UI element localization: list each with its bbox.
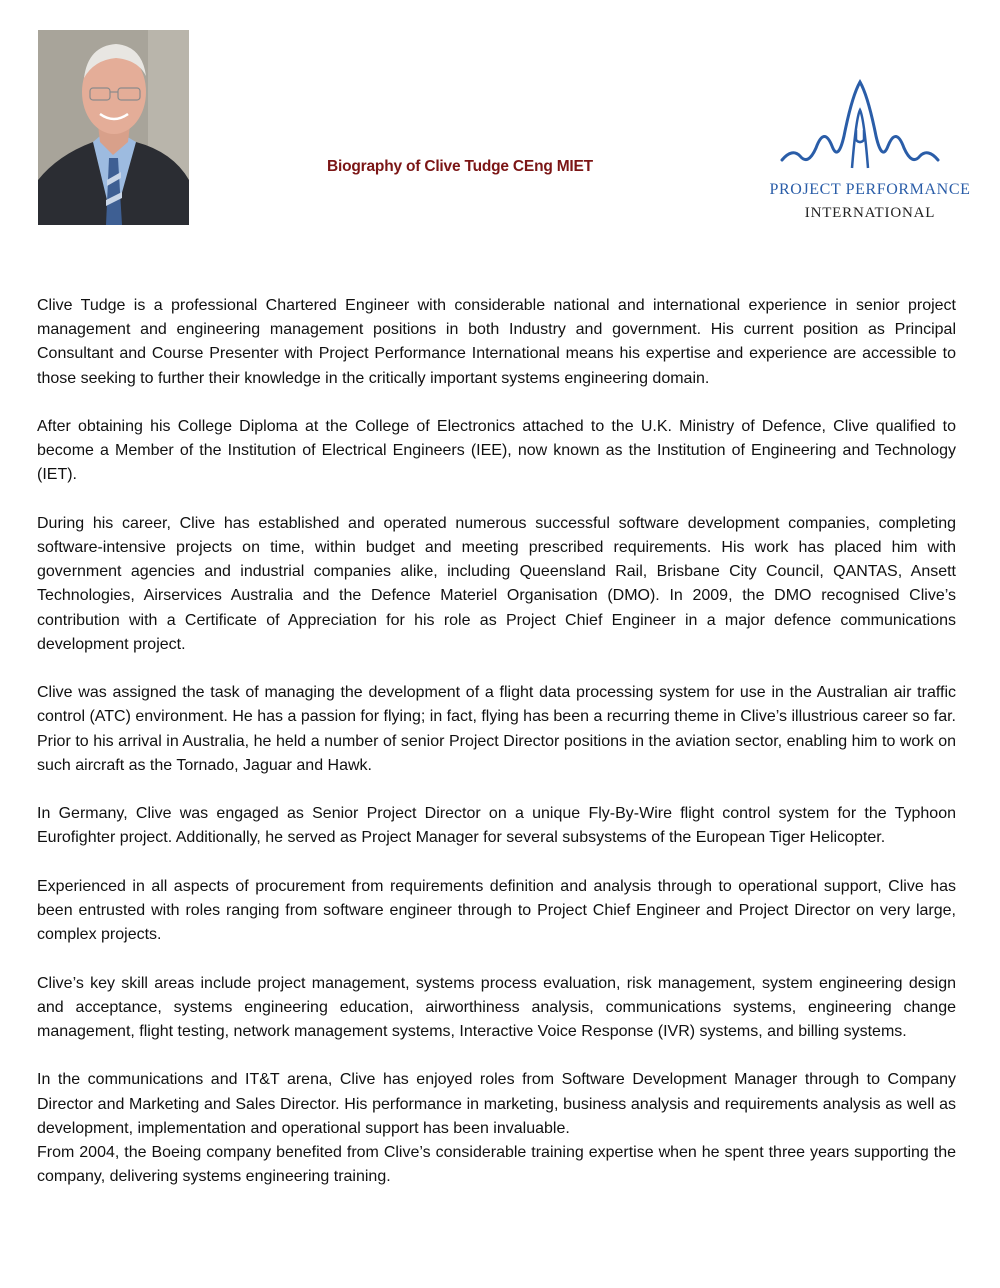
company-logo [760,78,980,228]
portrait-photo [38,30,189,225]
paragraph-communications: In the communications and IT&T arena, Clive has enjoyed roles from Software Development Manager through to Company Director and Marketing and Sales Director. His performance in marketing, business analysis and requirements analysis as well as development, implementation and operational support has been invaluable. [37,1071,956,1137]
paragraph-atc: Clive was assigned the task of managing the development of a flight data processing system for use in the Australian air traffic control (ATC) environment. He has a passion for flying; in fact, flying has been a recurring theme in Clive’s illustrious career so far. Prior to his arrival in Australia, he held a number of senior Project Director positions in the aviation sector, enabling him to work on such aircraft as the Tornado, Jaguar and Hawk. [37,684,956,774]
paragraph-career: During his career, Clive has established and operated numerous successful software development companies, completing software-intensive projects on time, within budget and meeting prescribed requirements. His work has placed him with government agencies and industrial companies alike, including Queensland Rail, Brisbane City Council, QANTAS, Ansett Technologies, Airservices Australia and the Defence Materiel Organisation (DMO). In 2009, the DMO recognised Clive’s contribution with a Certificate of Appreciation for his role as Project Chief Engineer in a major defence communications development project. [37,514,956,653]
biography-body [37,294,956,1189]
portrait-image-icon [38,30,189,225]
logo-text-line1: PROJECT PERFORMANCE [769,181,971,198]
paragraph-procurement: Experienced in all aspects of procurement from requirements definition and analysis through to operational support, Clive has been entrusted with roles ranging from software engineer through to Project Chief Engineer and Project Director on very large, complex projects. [37,877,956,944]
logo-text-line2: INTERNATIONAL [804,205,936,221]
paragraph-education: After obtaining his College Diploma at the College of Electronics attached to the U.K. Ministry of Defence, Clive qualified to become a Member of the Institution of Electrical Engineers (IEE), now known as the Institution of Engineering and Technology (IET). [37,418,956,484]
paragraph-skills: Clive’s key skill areas include project management, systems process evaluation, risk management, system engineering design and acceptance, systems engineering education, airworthiness analysis, communications systems, engineering change management, flight testing, network management systems, Interactive Voice Response (IVR) systems, and billing systems. [37,974,956,1040]
paragraph-boeing: From 2004, the Boeing company benefited from Clive’s considerable training expertise when he spent three years supporting the company, delivering systems engineering training. [37,1144,956,1186]
paragraph-intro: Clive Tudge is a professional Chartered Engineer with considerable national and international experience in senior project management and engineering management positions in both Industry and government. His current position as Principal Consultant and Course Presenter with Project Performance International means his expertise and experience are accessible to those seeking to further their knowledge in the critically important systems engineering domain. [37,297,956,387]
page-title: Biography of Clive Tudge CEng MIET [327,158,593,175]
paragraph-germany: In Germany, Clive was engaged as Senior Project Director on a unique Fly-By-Wire flight control system for the Typhoon Eurofighter project. Additionally, he served as Project Manager for several subsystems of the European Tiger Helicopter. [37,805,956,847]
waveform-logo-icon [780,78,960,178]
